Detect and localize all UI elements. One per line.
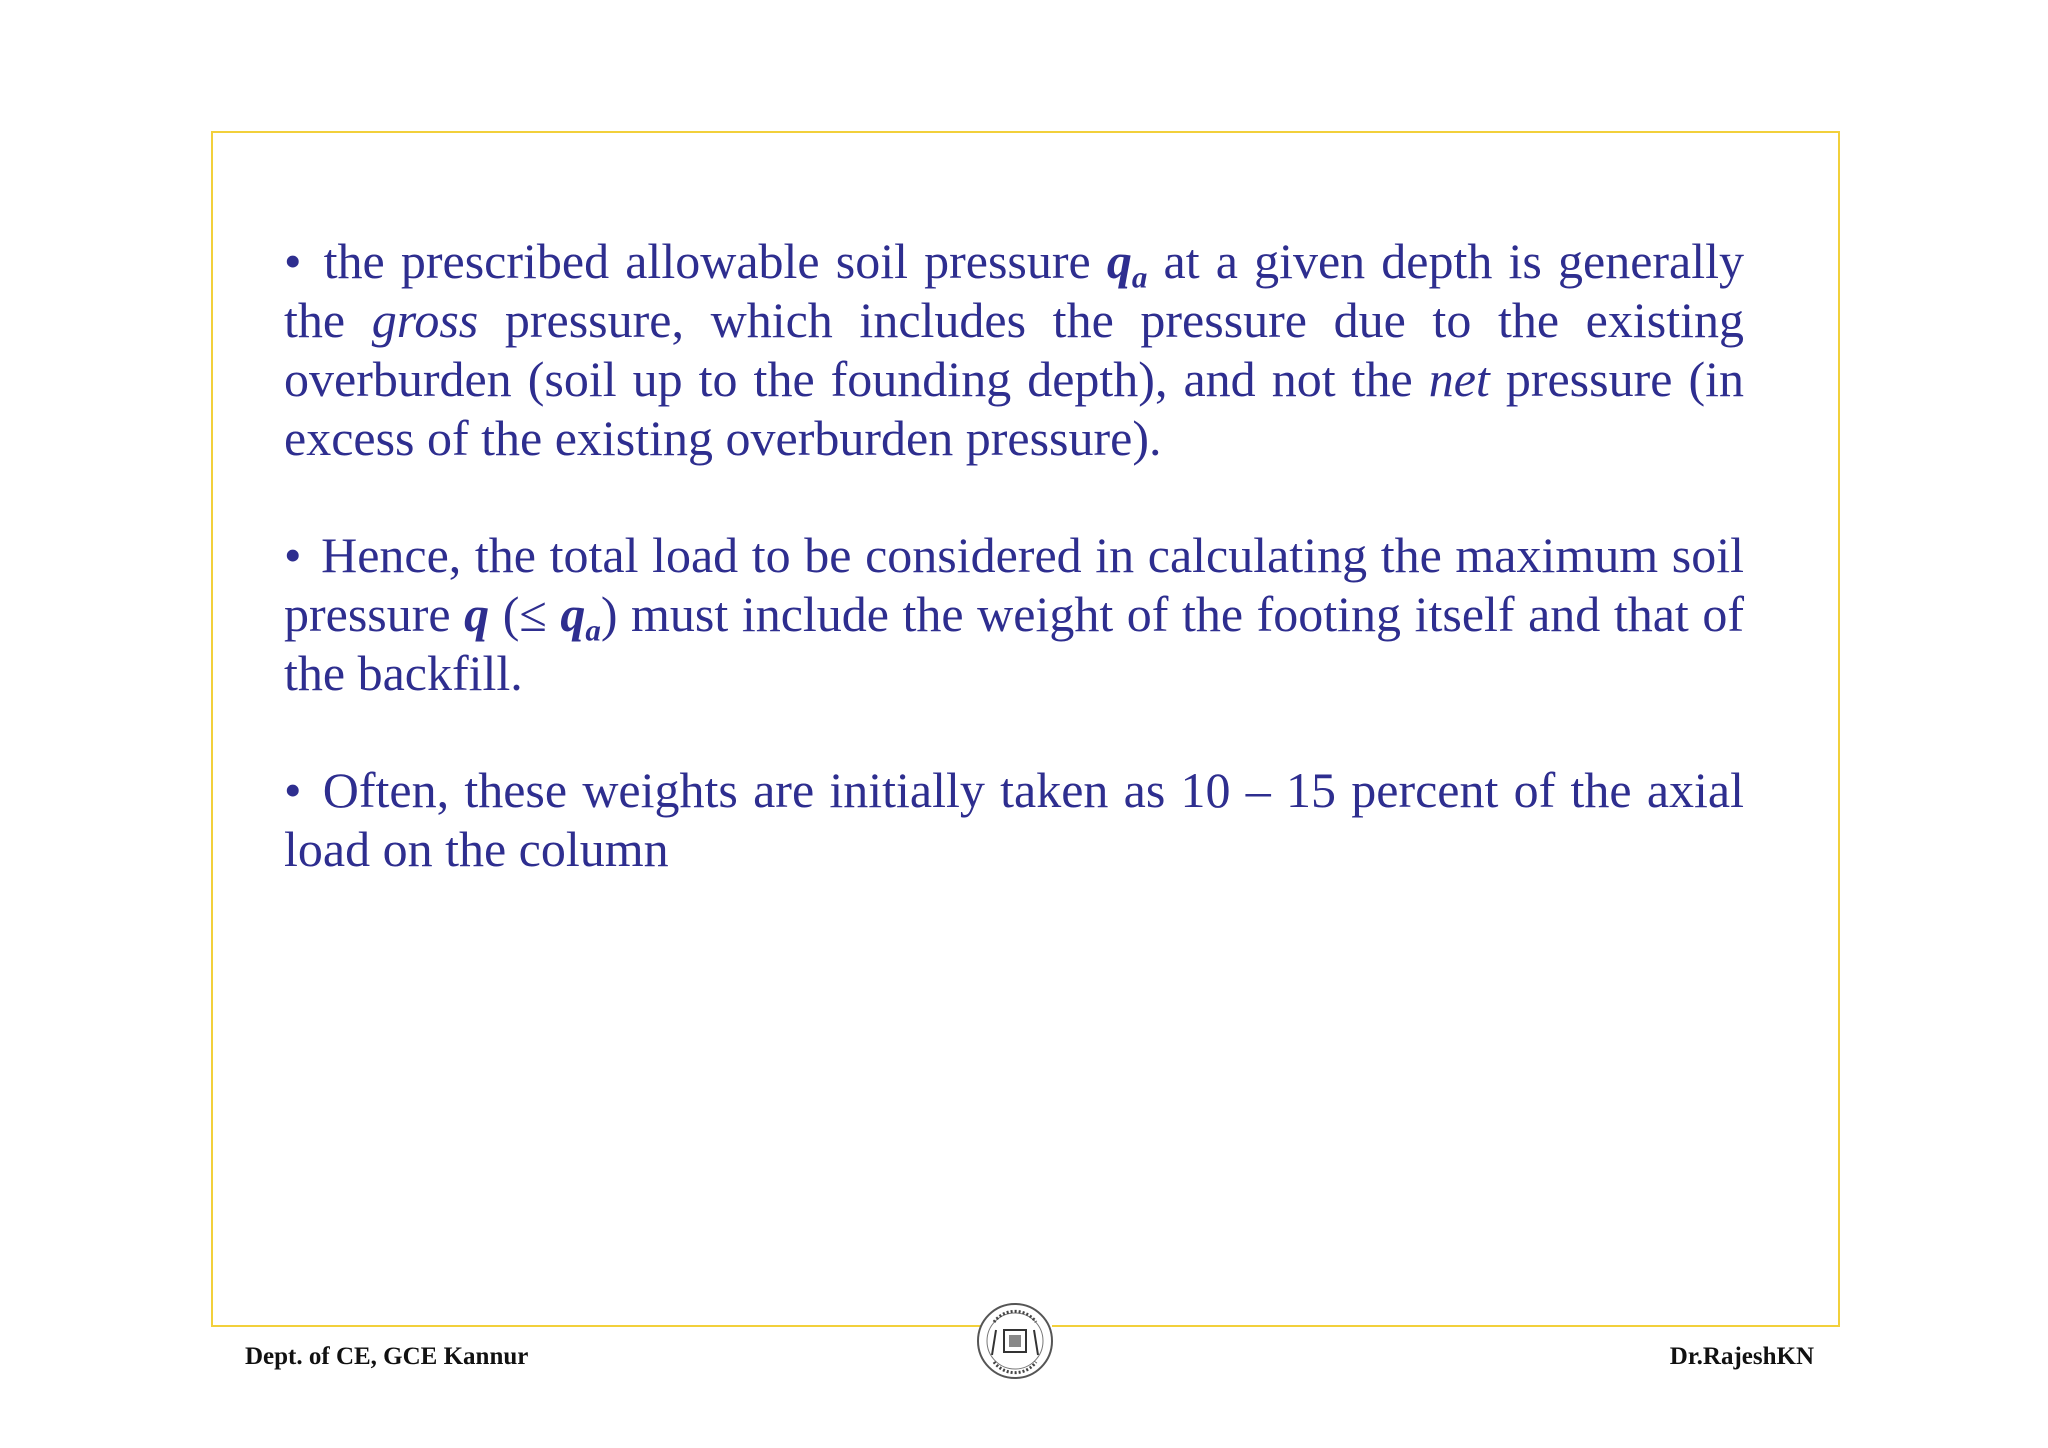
bullet-icon: • — [284, 527, 302, 583]
bullet-point-1 — [284, 232, 1744, 468]
frame-bottom-rule-left — [211, 1325, 981, 1327]
footer-department: Dept. of CE, GCE Kannur — [245, 1343, 529, 1370]
q-subscript: a — [1131, 259, 1148, 295]
qa-subscript: a — [585, 612, 601, 648]
p1-text-1: the prescribed allowable soil pressure — [323, 233, 1107, 289]
bullet-icon: • — [284, 762, 302, 818]
net-term: net — [1428, 351, 1490, 407]
frame-bottom-rule-right — [1052, 1325, 1840, 1327]
footer-author: Dr.RajeshKN — [1669, 1343, 1814, 1370]
gross-term: gross — [371, 292, 479, 348]
slide-content — [284, 232, 1744, 879]
p2-text-3: ) must include the weight of the footing itself and that of the backfill. — [284, 586, 1744, 701]
p1-text-3: pressure, which includes the pressure due to the existing overburden (soil up to the founding depth), and not the — [284, 292, 1744, 407]
qa-symbol: q — [560, 586, 586, 642]
p2-text-2: (≤ — [489, 586, 561, 642]
p1-text-4: pressure (in excess of the existing overburden pressure). — [284, 351, 1744, 466]
bullet-icon: • — [284, 233, 302, 289]
p2-text-1: Hence, the total load to be considered in calculating the maximum soil pressure — [284, 527, 1744, 642]
q-symbol: q — [464, 586, 490, 642]
p1-text-2: at a given depth is generally the — [284, 233, 1745, 348]
p3-text-1: Often, these weights are initially taken as 10 – 15 percent of the axial load on the column — [284, 762, 1745, 877]
q-symbol: q — [1106, 233, 1132, 289]
bullet-point-3 — [284, 761, 1744, 879]
college-emblem-icon — [974, 1300, 1056, 1382]
bullet-point-2 — [284, 526, 1744, 703]
